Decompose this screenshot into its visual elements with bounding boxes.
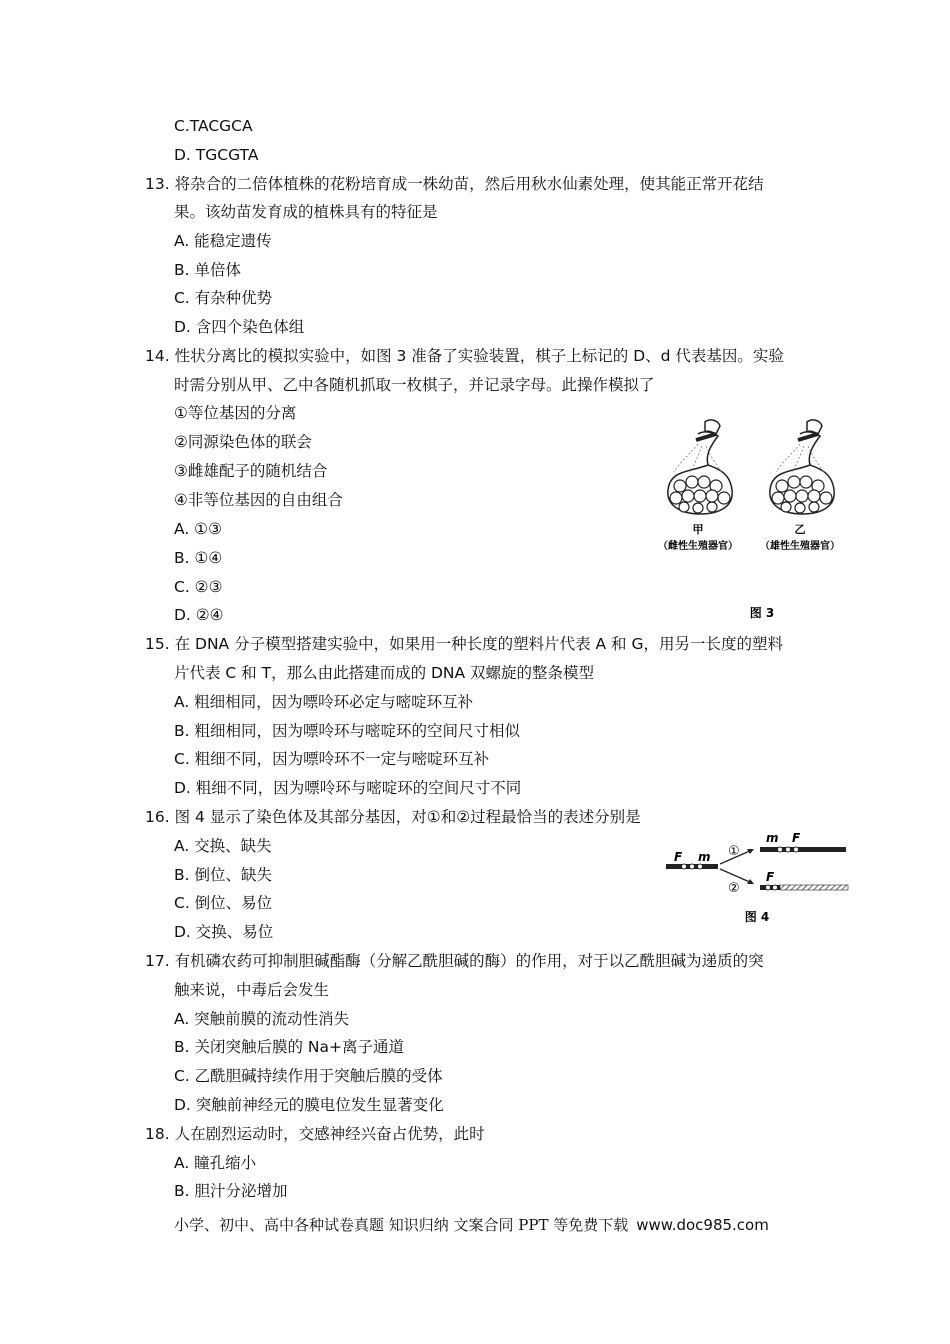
q18-stem: 18. 人在剧烈运动时，交感神经兴奋占优势，此时	[145, 1125, 485, 1143]
q16-stem: 16. 图 4 显示了染色体及其部分基因，对①和②过程最恰当的表述分别是	[145, 808, 641, 826]
q14-option-b: B. ①④	[174, 549, 223, 567]
q16-option-a: A. 交换、缺失	[174, 837, 272, 855]
q13-option-a: A. 能稳定遗传	[174, 232, 272, 250]
fig3-left-caption: （雌性生殖器官）	[658, 541, 738, 552]
bag-icon-female	[668, 420, 732, 514]
q14-stem-line1: 14. 性状分离比的模拟实验中，如图 3 准备了实验装置，棋子上标记的 D、d 代表基因。实验	[145, 347, 784, 365]
q18-option-a: A. 瞳孔缩小	[174, 1154, 257, 1172]
chromosome-result-1	[760, 847, 846, 852]
figure-4	[662, 826, 852, 928]
q14-stem-line2: 时需分别从甲、乙中各随机抓取一枚棋子，并记录字母。此操作模拟了	[174, 376, 655, 394]
q16-option-b: B. 倒位、缺失	[174, 866, 272, 884]
bag-icon-male	[770, 420, 834, 514]
prev-option-d: D. TGCGTA	[174, 146, 259, 164]
q17-option-d: D. 突触前神经元的膜电位发生显著变化	[174, 1096, 444, 1114]
q14-statement-4: ④非等位基因的自由组合	[174, 491, 343, 509]
q15-stem-line1: 15. 在 DNA 分子模型搭建实验中，如果用一种长度的塑料片代表 A 和 G，用另一长度的塑料	[145, 635, 783, 653]
fig4-gene-m-original: m	[698, 850, 711, 864]
fig3-right-caption: （雄性生殖器官）	[760, 541, 840, 552]
fig3-right-label: 乙	[794, 523, 806, 536]
chromosome-result-2	[760, 885, 848, 890]
q17-stem-line2: 触来说，中毒后会发生	[174, 981, 330, 999]
fig4-step-1: ①	[728, 844, 740, 859]
q13-stem-line2: 果。该幼苗发育成的植株具有的特征是	[174, 203, 438, 221]
fig4-caption: 图 4	[744, 910, 770, 924]
fig4-gene-m-result: m	[766, 831, 779, 845]
q13-option-c: C. 有杂种优势	[174, 289, 273, 307]
q17-option-a: A. 突触前膜的流动性消失	[174, 1010, 350, 1028]
fig4-step-2: ②	[728, 881, 740, 896]
q15-option-c: C. 粗细不同，因为嘌呤环不一定与嘧啶环互补	[174, 750, 490, 768]
q17-stem-line1: 17. 有机磷农药可抑制胆碱酯酶（分解乙酰胆碱的酶）的作用，对于以乙酰胆碱为递质的突	[145, 952, 764, 970]
q14-statement-3: ③雌雄配子的随机结合	[174, 462, 328, 480]
q14-option-c: C. ②③	[174, 578, 223, 596]
q16-option-c: C. 倒位、易位	[174, 894, 273, 912]
fig4-gene-f-original: F	[674, 850, 683, 864]
prev-option-c: C.TACGCA	[174, 117, 253, 135]
page-footer	[174, 1214, 769, 1235]
q13-option-b: B. 单倍体	[174, 261, 241, 279]
fig3-caption: 图 3	[749, 606, 775, 620]
figure-3	[650, 410, 860, 625]
q15-stem-line2: 片代表 C 和 T，那么由此搭建而成的 DNA 双螺旋的整条模型	[174, 664, 595, 682]
q14-option-a: A. ①③	[174, 520, 222, 538]
q13-option-d: D. 含四个染色体组	[174, 318, 305, 336]
q15-option-d: D. 粗细不同，因为嘌呤环与嘧啶环的空间尺寸不同	[174, 779, 522, 797]
q13-stem-line1: 13. 将杂合的二倍体植株的花粉培育成一株幼苗，然后用秋水仙素处理，使其能正常开花结	[145, 175, 764, 193]
q14-statement-2: ②同源染色体的联会	[174, 433, 312, 451]
footer-text: 小学、初中、高中各种试卷真题 知识归纳 文案合同 PPT 等免费下载	[174, 1216, 629, 1234]
q14-option-d: D. ②④	[174, 606, 224, 624]
fig3-left-label: 甲	[692, 523, 704, 536]
q17-option-c: C. 乙酰胆碱持续作用于突触后膜的受体	[174, 1067, 443, 1085]
q15-option-a: A. 粗细相同，因为嘌呤环必定与嘧啶环互补	[174, 693, 474, 711]
q14-statement-1: ①等位基因的分离	[174, 404, 297, 422]
q16-option-d: D. 交换、易位	[174, 923, 274, 941]
fig4-gene-f-result1: F	[792, 831, 801, 845]
fig4-gene-f-result2: F	[766, 870, 775, 884]
chromosome-original	[666, 864, 718, 869]
q15-option-b: B. 粗细相同，因为嘌呤环与嘧啶环的空间尺寸相似	[174, 722, 520, 740]
q17-option-b: B. 关闭突触后膜的 Na+离子通道	[174, 1038, 404, 1056]
q18-option-b: B. 胆汁分泌增加	[174, 1182, 288, 1200]
footer-url[interactable]: www.doc985.com	[636, 1216, 769, 1234]
